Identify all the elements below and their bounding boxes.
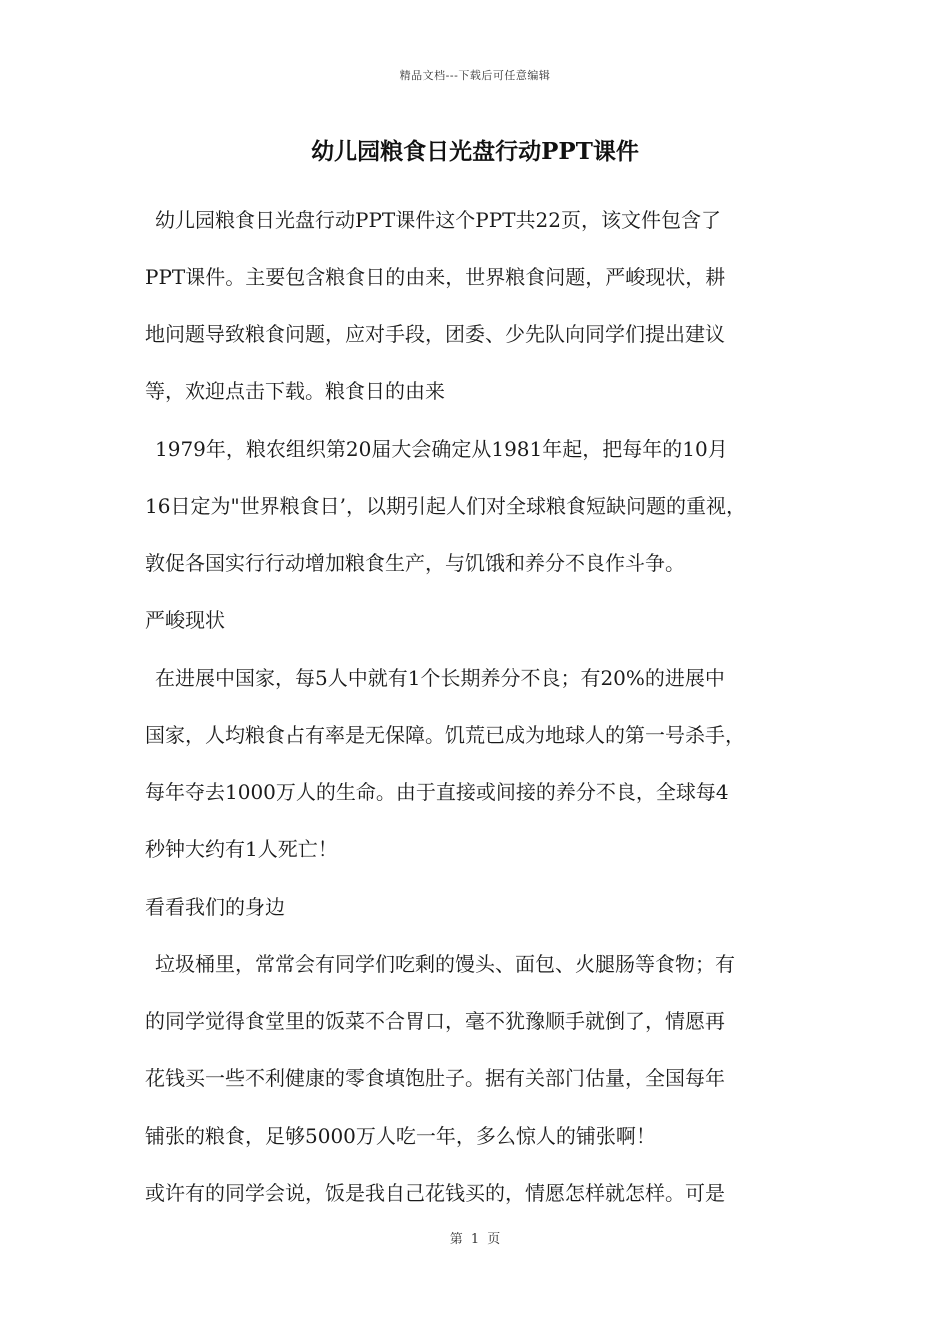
- paragraph-line: 1979年，粮农组织第20届大会确定从1981年起，把每年的10月: [155, 437, 728, 461]
- paragraph-line: 等，欢迎点击下载。粮食日的由来: [145, 379, 445, 403]
- paragraph-line: 垃圾桶里，常常会有同学们吃剩的馒头、面包、火腿肠等食物；有: [155, 952, 735, 976]
- paragraph-line: 每年夺去1000万人的生命。由于直接或间接的养分不良，全球每4: [145, 780, 729, 804]
- section-heading: 严峻现状: [145, 608, 225, 632]
- paragraph-line: 地问题导致粮食问题，应对手段，团委、少先队向同学们提出建议: [145, 322, 725, 346]
- paragraph-line: PPT课件。主要包含粮食日的由来，世界粮食问题，严峻现状，耕: [145, 265, 726, 289]
- paragraph-line: 铺张的粮食，足够5000万人吃一年，多么惊人的铺张啊！: [145, 1124, 656, 1148]
- paragraph-line: 花钱买一些不利健康的零食填饱肚子。据有关部门估量，全国每年: [145, 1066, 725, 1090]
- paragraph-line: 国家，人均粮食占有率是无保障。饥荒已成为地球人的第一号杀手，: [145, 723, 745, 747]
- paragraph-line: 在进展中国家，每5人中就有1个长期养分不良；有20%的进展中: [155, 666, 725, 690]
- paragraph-line: 敦促各国实行行动增加粮食生产，与饥饿和养分不良作斗争。: [145, 551, 685, 575]
- paragraph-line: 秒钟大约有1人死亡！: [145, 837, 338, 861]
- page-number: 第 1 页: [449, 1232, 501, 1247]
- section-heading: 看看我们的身边: [145, 895, 285, 919]
- paragraph-line: 16日定为"世界粮食日’，以期引起人们对全球粮食短缺问题的重视，: [145, 494, 747, 518]
- page-header: 精品文档---下载后可任意编辑: [399, 69, 551, 82]
- paragraph-line: 或许有的同学会说，饭是我自己花钱买的，情愿怎样就怎样。可是: [145, 1181, 725, 1205]
- document-title: 幼儿园粮食日光盘行动PPT课件: [311, 138, 639, 165]
- paragraph-line: 幼儿园粮食日光盘行动PPT课件这个PPT共22页，该文件包含了: [155, 208, 721, 232]
- paragraph-line: 的同学觉得食堂里的饭菜不合胃口，毫不犹豫顺手就倒了，情愿再: [145, 1009, 725, 1033]
